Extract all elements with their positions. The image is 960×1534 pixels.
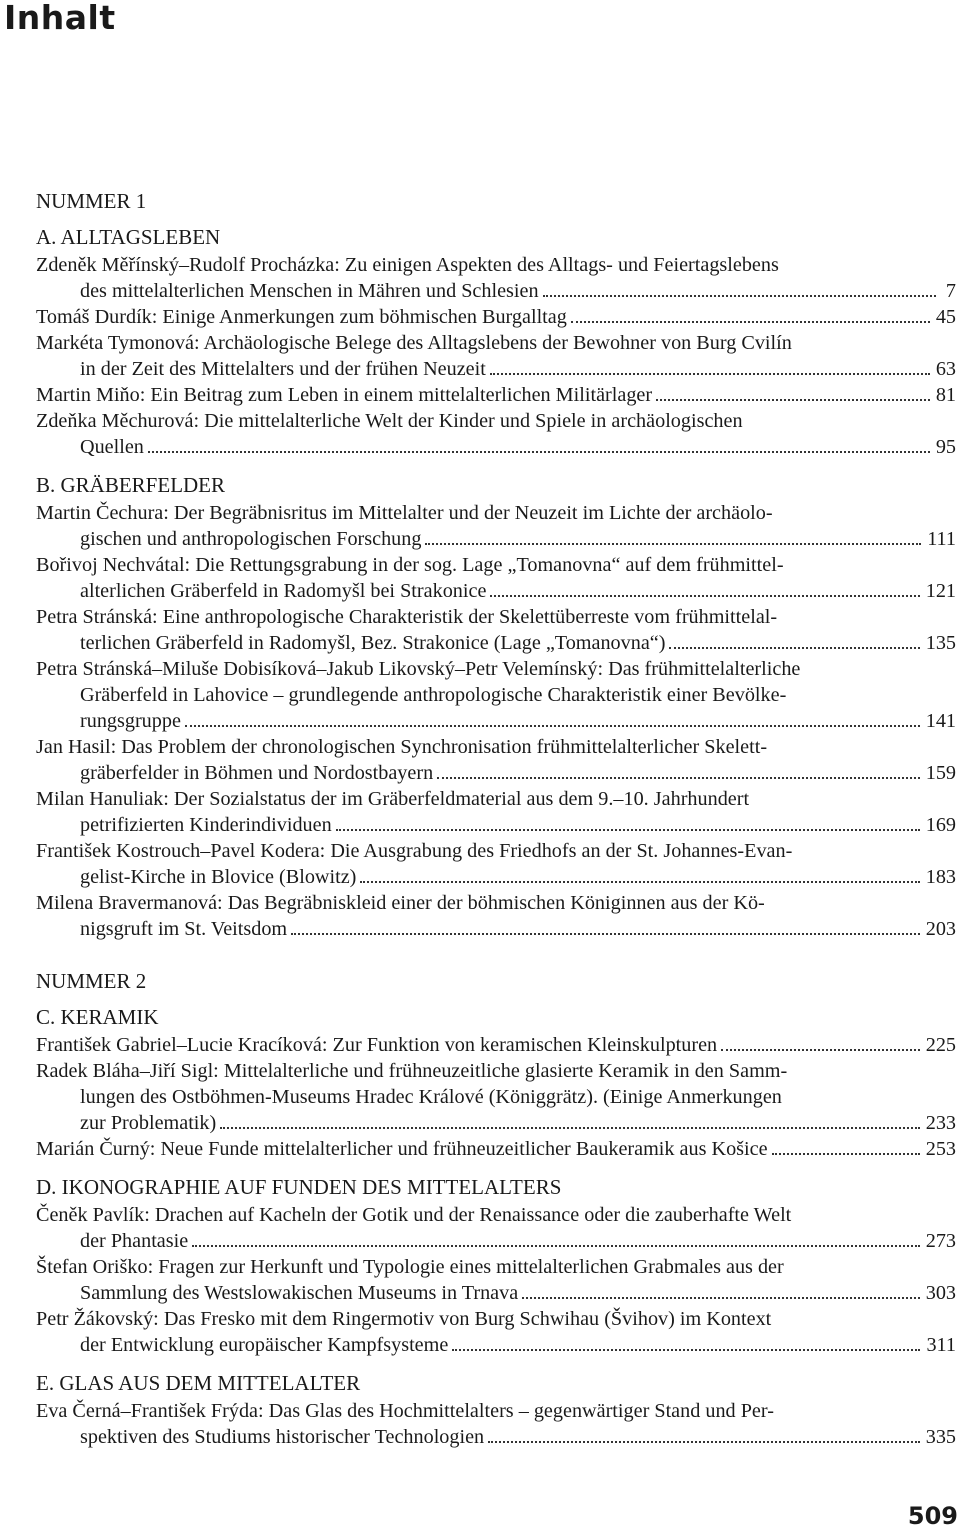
entry-page-number: 135 (925, 632, 956, 654)
entry-line (36, 630, 956, 656)
entry-line: Zdeňka Měchurová: Die mittelalterliche Welt der Kinder und Spiele in archäologischen (36, 410, 743, 432)
entry-line (36, 708, 956, 734)
toc-entry[interactable] (36, 1254, 956, 1306)
entry-page-number: 233 (925, 1112, 956, 1134)
dot-leader (185, 725, 920, 727)
entry-line: Milena Bravermanová: Das Begräbniskleid einer der böhmischen Königinnen aus der Kö- (36, 892, 765, 914)
entry-page-number: 159 (925, 762, 956, 784)
entry-line: Petr Žákovský: Das Fresko mit dem Ringermotiv von Burg Schwihau (Švihov) im Kontext (36, 1308, 772, 1330)
dot-leader (452, 1349, 920, 1351)
dot-leader (437, 777, 920, 779)
entry-line (36, 1280, 956, 1306)
section-heading: A. ALLTAGSLEBEN (36, 225, 221, 249)
entry-page-number: 303 (925, 1282, 956, 1304)
entry-line (36, 1228, 956, 1254)
toc-entry[interactable] (36, 500, 956, 552)
dot-leader (669, 647, 919, 649)
entry-text: zur Problematik) (80, 1112, 217, 1134)
entry-page-number: 7 (945, 280, 956, 302)
entry-line (36, 1424, 956, 1450)
toc-entry[interactable] (36, 1032, 956, 1058)
entry-line (36, 578, 956, 604)
entry-line: Milan Hanuliak: Der Sozialstatus der im Gräberfeldmaterial aus dem 9.–10. Jahrhundert (36, 788, 750, 810)
entry-line: Martin Čechura: Der Begräbnisritus im Mittelalter und der Neuzeit im Lichte der archäolo- (36, 502, 773, 524)
section-heading: B. GRÄBERFELDER (36, 473, 226, 497)
toc-entry[interactable] (36, 382, 956, 408)
entry-line (36, 278, 956, 304)
issue-heading: NUMMER 1 (36, 189, 147, 213)
entry-page-number: 81 (935, 384, 956, 406)
toc-entry[interactable] (36, 304, 956, 330)
entry-page-number: 183 (925, 866, 956, 888)
entry-text: alterlichen Gräberfeld in Radomyšl bei Strakonice (80, 580, 487, 602)
entry-text: Quellen (80, 436, 144, 458)
page-number: 509 (907, 1502, 958, 1530)
dot-leader (148, 451, 930, 453)
issue-heading: NUMMER 2 (36, 969, 147, 993)
dot-leader (291, 933, 920, 935)
entry-line (36, 864, 956, 890)
entry-line (36, 1332, 956, 1358)
entry-line: Radek Bláha–Jiří Sigl: Mittelalterliche und frühneuzeitliche glasierte Keramik in den Samm- (36, 1060, 788, 1082)
entry-line: Jan Hasil: Das Problem der chronologischen Synchronisation frühmittelalterlicher Skelett- (36, 736, 768, 758)
dot-leader (425, 543, 921, 545)
entry-page-number: 225 (925, 1034, 956, 1056)
entry-text: petrifizierten Kinderindividuen (80, 814, 332, 836)
entry-line: Eva Černá–František Frýda: Das Glas des Hochmittelalters – gegenwärtiger Stand und Per- (36, 1400, 774, 1422)
entry-line: Štefan Oriško: Fragen zur Herkunft und Typologie eines mittelalterlichen Grabmales aus der (36, 1256, 784, 1278)
dot-leader (656, 399, 930, 401)
entry-text: der Phantasie (80, 1230, 189, 1252)
entry-page-number: 111 (927, 528, 956, 550)
entry-line (36, 304, 956, 330)
toc-entry[interactable] (36, 604, 956, 656)
dot-leader (192, 1245, 920, 1247)
dot-leader (721, 1049, 920, 1051)
toc-entry[interactable] (36, 1136, 956, 1162)
dot-leader (220, 1127, 919, 1129)
dot-leader (543, 295, 936, 297)
dot-leader (490, 595, 919, 597)
dot-leader (336, 829, 920, 831)
entry-page-number: 169 (925, 814, 956, 836)
entry-page-number: 45 (935, 306, 956, 328)
entry-line (36, 1136, 956, 1162)
entry-line (36, 434, 956, 460)
entry-line (36, 916, 956, 942)
entry-line: Zdeněk Měřínský–Rudolf Procházka: Zu einigen Aspekten des Alltags- und Feiertagslebens (36, 254, 779, 276)
entry-text: terlichen Gräberfeld in Radomyšl, Bez. Strakonice (Lage „Tomanovna“) (80, 632, 666, 654)
entry-line: Petra Stránská: Eine anthropologische Charakteristik der Skelettüberreste vom frühmittelal- (36, 606, 778, 628)
entry-text: gelist-Kirche in Blovice (Blowitz) (80, 866, 357, 888)
entry-page-number: 95 (935, 436, 956, 458)
table-of-contents (36, 184, 956, 1450)
entry-page-number: 121 (925, 580, 956, 602)
entry-page-number: 63 (935, 358, 956, 380)
toc-entry[interactable] (36, 1202, 956, 1254)
entry-line (36, 526, 956, 552)
entry-line: Markéta Tymonová: Archäologische Belege des Alltagslebens der Bewohner von Burg Cvilín (36, 332, 792, 354)
dot-leader (490, 373, 930, 375)
entry-page-number: 253 (925, 1138, 956, 1160)
entry-line: Čeněk Pavlík: Drachen auf Kacheln der Gotik und der Renaissance oder die zauberhafte Welt (36, 1204, 792, 1226)
entry-line (36, 1032, 956, 1058)
page-title: Inhalt (4, 0, 116, 37)
entry-text: František Gabriel–Lucie Kracíková: Zur Funktion von keramischen Kleinskulpturen (36, 1034, 718, 1056)
toc-entry[interactable] (36, 552, 956, 604)
entry-text: Tomáš Durdík: Einige Anmerkungen zum böhmischen Burgalltag (36, 306, 567, 328)
toc-entry[interactable] (36, 786, 956, 838)
entry-page-number: 203 (925, 918, 956, 940)
entry-line (36, 760, 956, 786)
entry-text: gischen und anthropologischen Forschung (80, 528, 422, 550)
entry-line: lungen des Ostböhmen-Museums Hradec Králové (Königgrätz). (Einige Anmerkungen (80, 1086, 782, 1108)
entry-text: des mittelalterlichen Menschen in Mähren und Schlesien (80, 280, 539, 302)
entry-line (36, 1110, 956, 1136)
entry-page-number: 141 (925, 710, 956, 732)
entry-text: spektiven des Studiums historischer Technologien (80, 1426, 485, 1448)
toc-entry[interactable] (36, 1306, 956, 1358)
toc-entry[interactable] (36, 330, 956, 382)
entry-line (36, 382, 956, 408)
section-heading: C. KERAMIK (36, 1005, 159, 1029)
entry-text: rungsgruppe (80, 710, 181, 732)
toc-entry[interactable] (36, 408, 956, 460)
entry-line: Bořivoj Nechvátal: Die Rettungsgrabung in der sog. Lage „Tomanovna“ auf dem frühmittel- (36, 554, 784, 576)
dot-leader (772, 1153, 920, 1155)
section-heading: D. IKONOGRAPHIE AUF FUNDEN DES MITTELALTERS (36, 1175, 562, 1199)
entry-text: Marián Čurný: Neue Funde mittelalterlicher und frühneuzeitlicher Baukeramik aus Košice (36, 1138, 768, 1160)
entry-line (36, 812, 956, 838)
entry-line: František Kostrouch–Pavel Kodera: Die Ausgrabung des Friedhofs an der St. Johannes-Evan- (36, 840, 793, 862)
entry-page-number: 273 (925, 1230, 956, 1252)
entry-line (36, 356, 956, 382)
entry-text: der Entwicklung europäischer Kampfsysteme (80, 1334, 449, 1356)
dot-leader (522, 1297, 920, 1299)
dot-leader (488, 1441, 920, 1443)
toc-entry[interactable] (36, 252, 956, 304)
toc-entry[interactable] (36, 734, 956, 786)
entry-text: Sammlung des Westslowakischen Museums in Trnava (80, 1282, 519, 1304)
entry-text: in der Zeit des Mittelalters und der frühen Neuzeit (80, 358, 486, 380)
section-heading: E. GLAS AUS DEM MITTELALTER (36, 1371, 361, 1395)
entry-text: Martin Miňo: Ein Beitrag zum Leben in einem mittelalterlichen Militärlager (36, 384, 653, 406)
dot-leader (360, 881, 919, 883)
entry-text: nigsgruft im St. Veitsdom (80, 918, 288, 940)
dot-leader (571, 321, 930, 323)
toc-entry[interactable] (36, 1058, 956, 1136)
entry-text: gräberfelder in Böhmen und Nordostbayern (80, 762, 434, 784)
entry-line: Petra Stránská–Miluše Dobisíková–Jakub Likovský–Petr Velemínský: Das frühmittelalterliche (36, 658, 801, 680)
toc-entry[interactable] (36, 838, 956, 890)
entry-page-number: 335 (925, 1426, 956, 1448)
toc-entry[interactable] (36, 890, 956, 942)
toc-entry[interactable] (36, 1398, 956, 1450)
toc-entry[interactable] (36, 656, 956, 734)
entry-line: Gräberfeld in Lahovice – grundlegende anthropologische Charakteristik einer Bevölke- (80, 684, 787, 706)
entry-page-number: 311 (926, 1334, 956, 1356)
